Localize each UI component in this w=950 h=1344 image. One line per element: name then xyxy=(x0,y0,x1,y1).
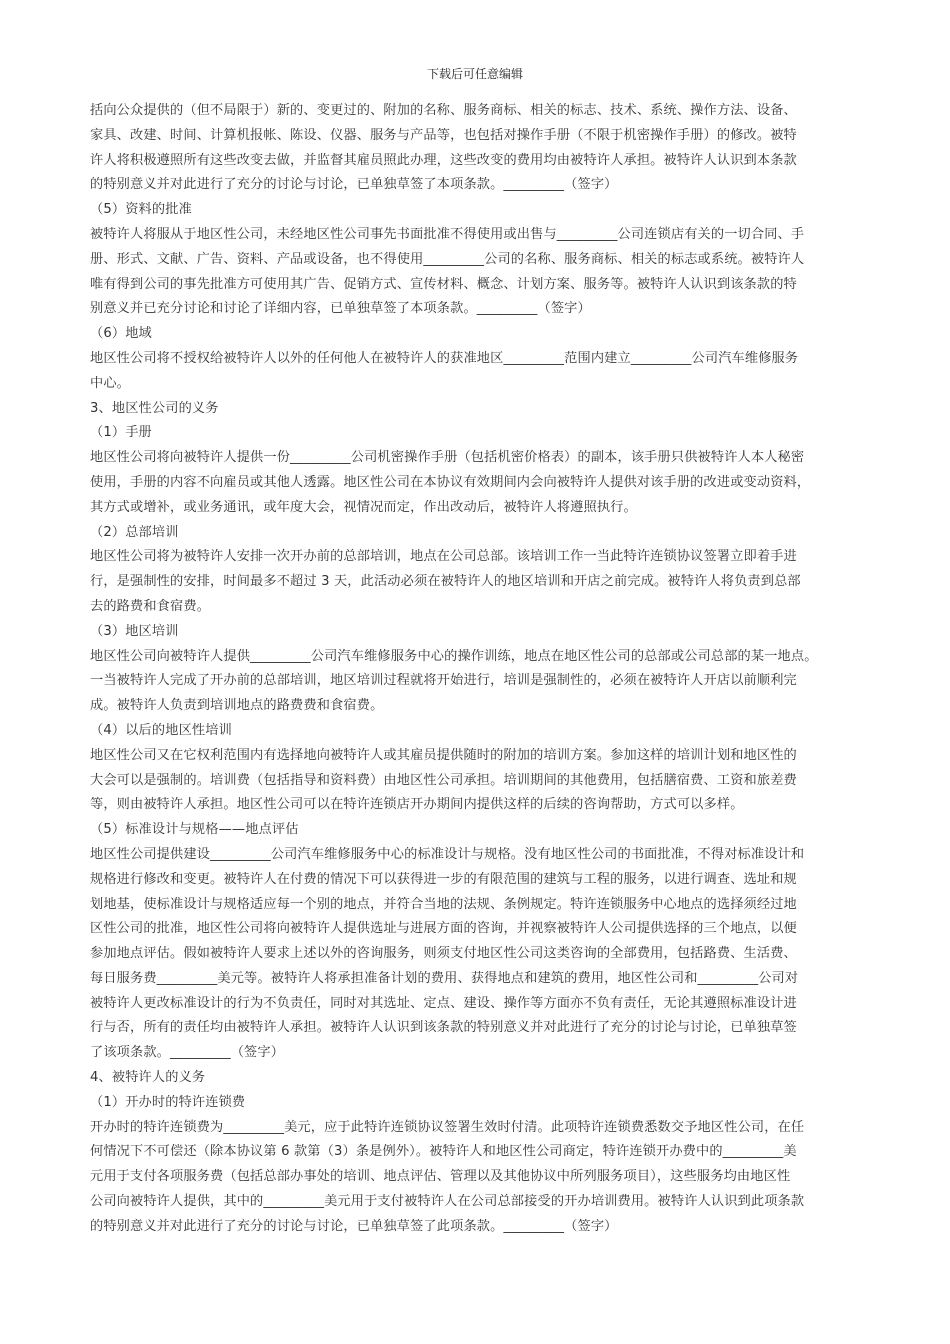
text-line: 开办时的特许连锁费为_________美元，应于此特许连锁协议签署生效时付清。此项特许连锁费悉数交予地区性公司，在任 xyxy=(90,1119,805,1135)
page-header: 下载后可任意编辑 xyxy=(426,67,523,81)
text-line: 被特许人将服从于地区性公司，未经地区性公司事先书面批准不得使用或出售与_________公司连锁店有关的一切合同、手 xyxy=(90,226,805,242)
text-line: 每日服务费_________美元等。被特许人将承担准备计划的费用、获得地点和建筑的费用，地区性公司和_________公司对 xyxy=(90,970,799,986)
text-line: 行与否，所有的责任均由被特许人承担。被特许人认识到该条款的特别意义并对此进行了充分的讨论与讨论，已单独草签 xyxy=(90,1020,797,1036)
text-line: 4、被特许人的义务 xyxy=(90,1070,206,1086)
text-line: （3）地区培训 xyxy=(90,623,179,639)
text-line: （2）总部培训 xyxy=(90,524,179,540)
text-line: （1）手册 xyxy=(90,425,152,441)
text-line: 去的路费和食宿费。 xyxy=(90,598,211,614)
text-line: 行，是强制性的安排，时间最多不超过 3 天，此活动必须在被特许人的地区培训和开店之前完成。被特许人将负责到总部 xyxy=(90,574,801,590)
text-line: 许人将积极遵照所有这些改变去做，并监督其雇员照此办理，这些改变的费用均由被特许人承担。被特许人认识到本条款 xyxy=(90,152,797,168)
text-line: 元用于支付各项服务费（包括总部办事处的培训、地点评估、管理以及其他协议中所列服务项目），这些服务均由地区性 xyxy=(90,1169,791,1185)
text-line: 家具、改建、时间、计算机报帐、陈设、仪器、服务与产品等，也包括对操作手册（不限于机密操作手册）的修改。被特 xyxy=(90,127,797,143)
text-line: 划地基，使标准设计与规格适应每一个别的地点，并符合当地的法规、条例规定。特许连锁服务中心地点的选择须经过地 xyxy=(90,896,797,912)
text-line: 3、地区性公司的义务 xyxy=(90,400,219,416)
text-line: 等，则由被特许人承担。地区性公司可以在特许连锁店开办期间内提供这样的后续的咨询帮助，方式可以多样。 xyxy=(90,797,744,813)
text-line: 公司向被特许人提供，其中的_________美元用于支付被特许人在公司总部接受的开办培训费用。被特许人认识到此项条款 xyxy=(90,1194,805,1210)
text-line: 地区性公司又在它权利范围内有选择地向被特许人或其雇员提供随时的附加的培训方案。参加这样的培训计划和地区性的 xyxy=(90,747,797,763)
text-line: 地区性公司向被特许人提供_________公司汽车维修服务中心的操作训练，地点在地区性公司的总部或公司总部的某一地点。 xyxy=(90,648,818,664)
text-line: 地区性公司将向被特许人提供一份_________公司机密操作手册（包括机密价格表）的副本，该手册只供被特许人本人秘密 xyxy=(90,450,805,466)
text-line: 地区性公司将为被特许人安排一次开办前的总部培训，地点在公司总部。该培训工作一当此特许连锁协议签署立即着手进 xyxy=(90,549,797,565)
text-line: 了该项条款。_________（签字） xyxy=(90,1045,285,1061)
document-body xyxy=(90,99,865,1240)
text-line: 何情况下不可偿还（除本协议第 6 款第（3）条是例外）。被特许人和地区性公司商定，特许连锁开办费中的_________美 xyxy=(90,1144,797,1160)
text-line: （6）地域 xyxy=(90,326,152,342)
text-line: （5）资料的批准 xyxy=(90,202,192,218)
text-line: 其方式或增补，或业务通讯，或年度大会，视情况而定，作出改动后，被特许人将遵照执行。 xyxy=(90,499,637,515)
text-line: 地区性公司将不授权给被特许人以外的任何他人在被特许人的获准地区_________范围内建立_________公司汽车维修服务 xyxy=(90,350,799,366)
text-line: （4）以后的地区性培训 xyxy=(90,722,232,738)
text-line: 唯有得到公司的事先批准方可使用其广告、促销方式、宣传材料、概念、计划方案、服务等。被特许人认识到该条款的特 xyxy=(90,276,797,292)
text-line: 地区性公司提供建设_________公司汽车维修服务中心的标准设计与规格。没有地区性公司的书面批准，不得对标准设计和 xyxy=(90,846,805,862)
text-line: 使用，手册的内容不向雇员或其他人透露。地区性公司在本协议有效期间内会向被特许人提供对该手册的改进或变动资料， xyxy=(90,474,811,490)
text-line: 的特别意义并对此进行了充分的讨论与讨论，已单独草签了此项条款。_________（签字） xyxy=(90,1218,618,1234)
text-line: 被特许人更改标准设计的行为不负责任，同时对其选址、定点、建设、操作等方面亦不负有责任，无论其遵照标准设计进 xyxy=(90,995,797,1011)
text-line: 中心。 xyxy=(90,375,131,391)
text-line: 成。被特许人负责到培训地点的路费费和食宿费。 xyxy=(90,698,384,714)
text-line: 括向公众提供的（但不局限于）新的、变更过的、附加的名称、服务商标、相关的标志、技术、系统、操作方法、设备、 xyxy=(90,103,797,118)
text-line: 区性公司的批准，地区性公司将向被特许人提供选址与进展方面的咨询，并视察被特许人公司提供选择的三个地点，以便 xyxy=(90,921,797,937)
text-line: （5）标准设计与规格——地点评估 xyxy=(90,822,299,838)
text-line: 册、形式、文献、广告、资料、产品或设备，也不得使用_________公司的名称、服务商标、相关的标志或系统。被特许人 xyxy=(90,251,805,267)
text-line: 一当被特许人完成了开办前的总部培训，地区培训过程就将开始进行，培训是强制性的，必须在被特许人开店以前顺利完 xyxy=(90,673,797,689)
text-line: 参加地点评估。假如被特许人要求上述以外的咨询服务，则须支付地区性公司这类咨询的全部费用，包括路费、生活费、 xyxy=(90,946,797,962)
text-line: 别意义并已充分讨论和讨论了详细内容，已单独草签了本项条款。_________（签字） xyxy=(90,301,591,317)
text-line: （1）开办时的特许连锁费 xyxy=(90,1094,246,1110)
text-line: 大会可以是强制的。培训费（包括指导和资料费）由地区性公司承担。培训期间的其他费用，包括膳宿费、工资和旅差费 xyxy=(90,772,797,788)
text-line: 的特别意义并对此进行了充分的讨论与讨论，已单独草签了本项条款。_________（签字） xyxy=(90,177,618,193)
text-line: 规格进行修改和变更。被特许人在付费的情况下可以获得进一步的有限范围的建筑与工程的服务，以进行调查、选址和规 xyxy=(90,871,797,887)
